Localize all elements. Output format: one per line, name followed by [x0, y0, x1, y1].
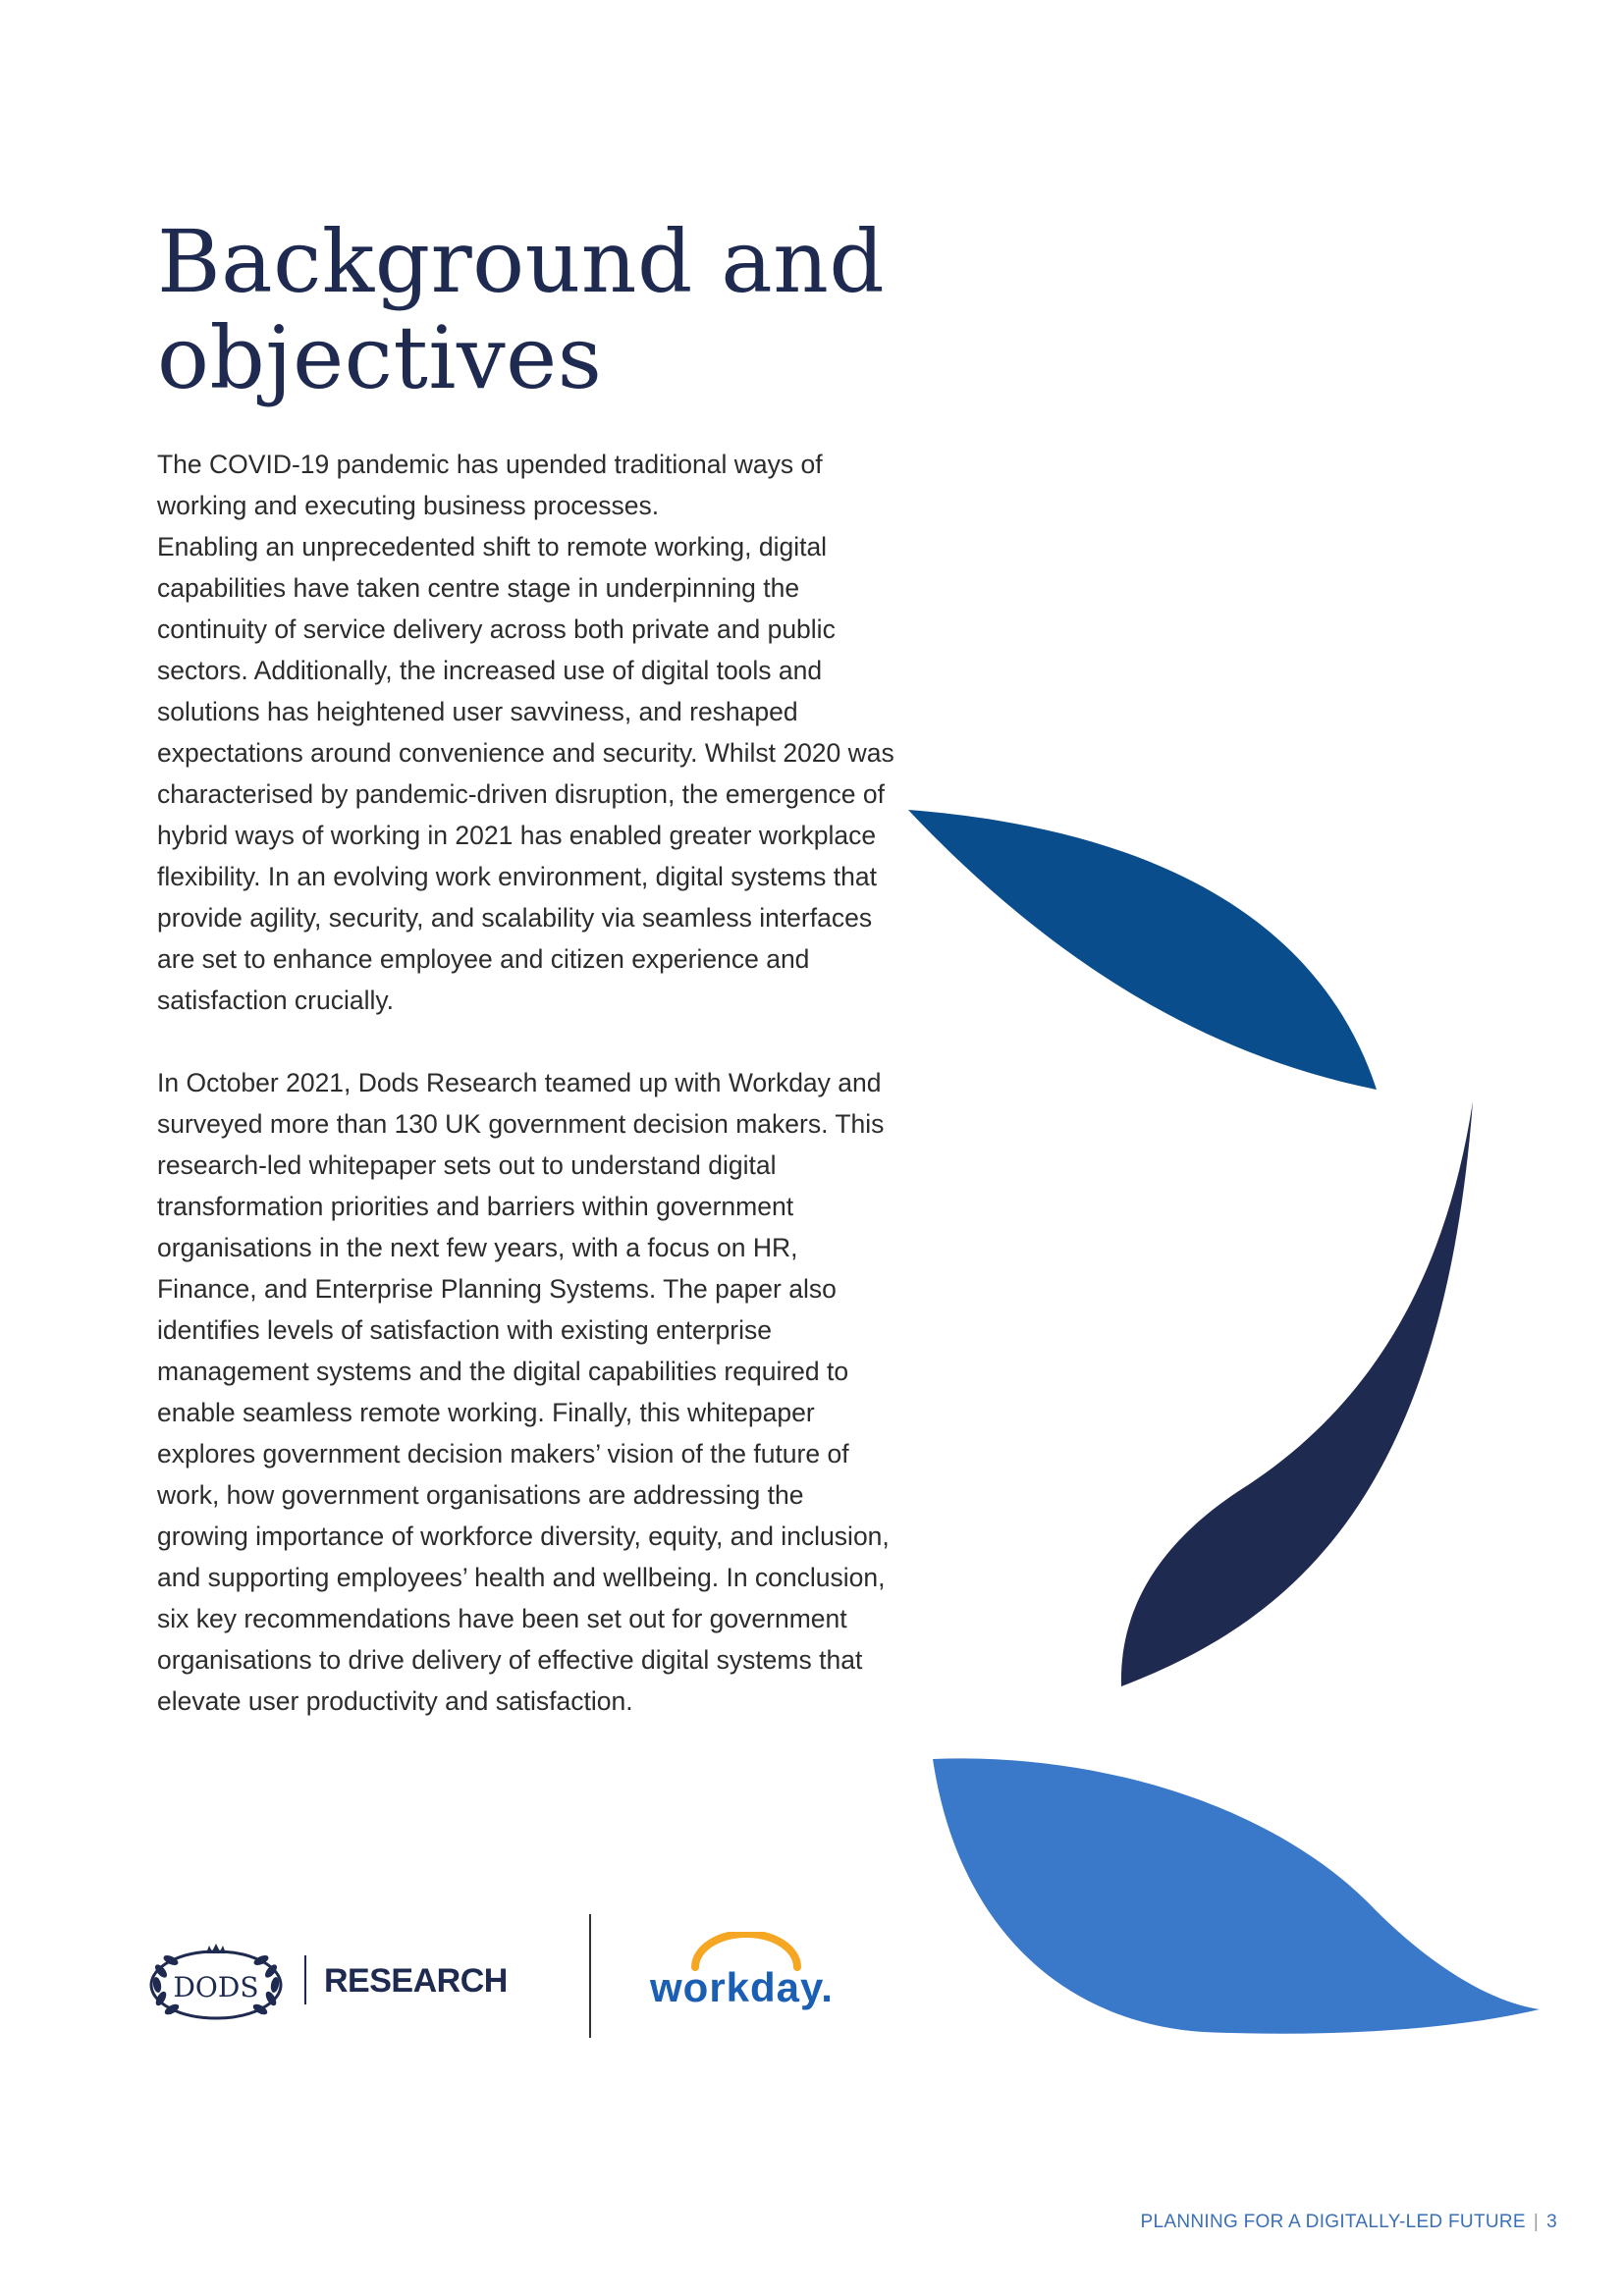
dods-divider: [304, 1955, 306, 2004]
paragraph-intro: The COVID-19 pandemic has upended traditional ways of working and executing business processes.: [157, 450, 823, 520]
page-title-line-2: objectives: [157, 307, 603, 408]
research-label: RESEARCH: [324, 1962, 508, 2000]
paragraph-context: Enabling an unprecedented shift to remote working, digital capabilities have taken centre stage in underpinning the continuity of service delivery across both private and public sectors. Additionally, the increased use of digital tools and solutions has heightened user savviness, and reshaped expectations around convenience and security. Whilst 2020 was characterised by pandemic-driven disruption, the emergence of hybrid ways of working in 2021 has enabled greater workplace flexibility. In an evolving work environment, digital systems that provide agility, security, and scalability via seamless interfaces are set to enhance employee and citizen experience and satisfaction crucially.: [157, 532, 894, 1015]
partner-logos: [147, 1914, 874, 2052]
page-number: 3: [1546, 2212, 1557, 2232]
page-title-line-1: Background and: [157, 211, 886, 312]
workday-logo: [650, 1932, 856, 2020]
leaf-bottom-shape: [933, 1758, 1540, 2033]
leaf-top-shape: [908, 810, 1377, 1090]
page-footer: [1141, 2212, 1557, 2233]
crown-icon: [206, 1944, 226, 1953]
dods-emblem: [147, 1936, 285, 2026]
paragraph-research: In October 2021, Dods Research teamed up with Workday and surveyed more than 130 UK government decision makers. This research-led whitepaper sets out to understand digital transformation priorities and barriers within government organisations in the next few years, with a focus on HR, Finance, and Enterprise Planning Systems. The paper also identifies levels of satisfaction with existing enterprise management systems and the digital capabilities required to enable seamless remote working. Finally, this whitepaper explores government decision makers’ vision of the future of work, how government organisations are addressing the growing importance of workforce diversity, equity, and inclusion, and supporting employees’ health and wellbeing. In conclusion, six key recommendations have been set out for government organisations to drive delivery of effective digital systems that elevate user productivity and satisfaction.: [157, 1068, 890, 1716]
footer-separator: |: [1533, 2212, 1540, 2232]
logo-divider: [589, 1914, 591, 2038]
dods-emblem-text: DODS: [173, 1971, 259, 2003]
running-title: PLANNING FOR A DIGITALLY-LED FUTURE: [1140, 2212, 1526, 2232]
workday-wordmark: workday.: [650, 1964, 834, 2010]
leaf-middle-shape: [1121, 1101, 1473, 1686]
